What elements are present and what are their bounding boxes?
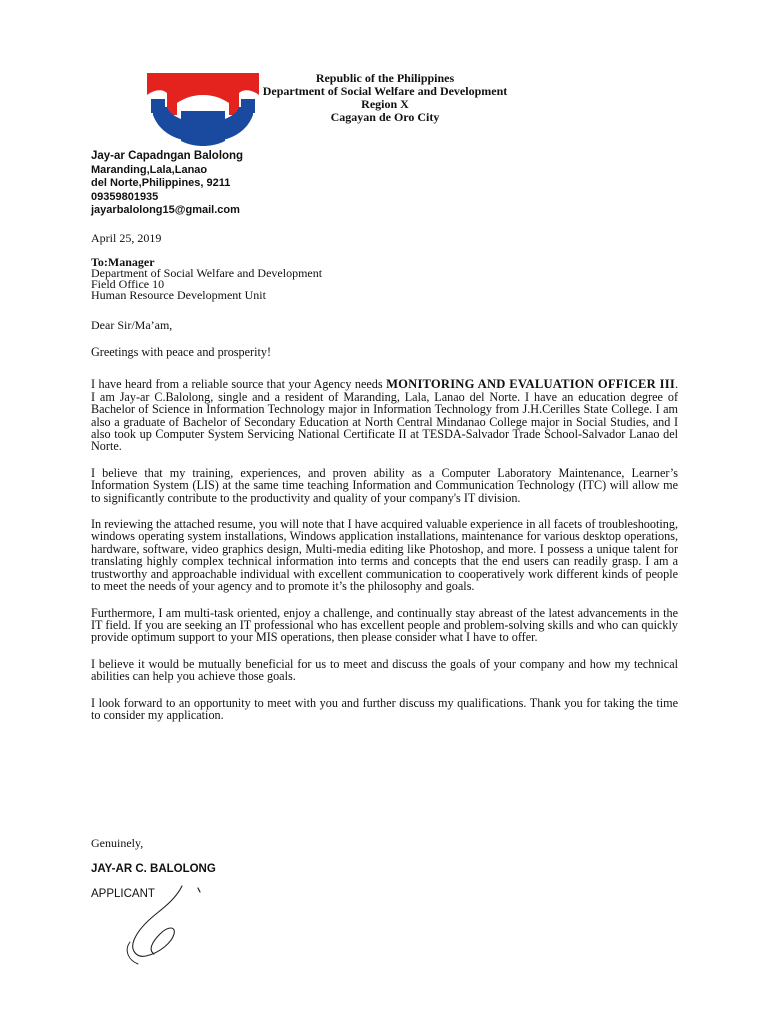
recipient-department: Department of Social Welfare and Development xyxy=(91,266,323,280)
sender-address-line1: Maranding,Lala,Lanao xyxy=(91,163,208,176)
body-paragraph-3: In reviewing the attached resume, you will note that I have acquired valuable experience in all facets of troubleshooting, windows operating system installations, Windows application installations, maintenance for various desktop operations, hardware, software, video graphics design, Multi-media editing like Photoshop, and more. I possess a unique talent for translating highly complex technical information into terms and concepts that the end users can readily grasp. I am a trustworthy and approachable individual with excellent communication to cooperatively work different kinds of people to meet the needs of your agency and to promote it’s the philosophy and goals. xyxy=(91,517,678,594)
body-paragraph-2: I believe that my training, experiences, and proven ability as a Computer Laboratory Maintenance, Learner’s Information System (LIS) at the same time teaching Information and Communication Technology (ITC) will allow me to significantly contribute to the productivity and quality of your company's IT division. xyxy=(91,465,678,505)
body-paragraph-5: I believe it would be mutually beneficial for us to meet and discuss the goals of your company and how my technical abilities can help you achieve those goals. xyxy=(91,656,678,684)
body-paragraph-6: I look forward to an opportunity to meet with you and further discuss my qualifications. Thank you for taking the time to consider my application. xyxy=(91,695,678,722)
recipient-unit: Human Resource Development Unit xyxy=(91,288,266,302)
letterhead xyxy=(230,72,540,124)
body-paragraph-1 xyxy=(91,378,678,452)
sender-phone: 09359801935 xyxy=(91,190,159,203)
greeting-paragraph: Greetings with peace and prosperity! xyxy=(91,345,272,359)
body-paragraph-4: Furthermore, I am multi-task oriented, enjoy a challenge, and continually stay abreast of the latest advancements in the IT field. If you are seeking an IT professional who has excellent people and problem-solving skills and who can quickly provide optimum support to your MIS operations, then please consider what I have to offer. xyxy=(91,605,678,645)
paragraph-1-intro: I have heard from a reliable source that your Agency needs xyxy=(91,377,387,392)
signatory-name: JAY-AR C. BALOLONG xyxy=(91,863,216,875)
letterhead-country: Republic of the Philippines xyxy=(315,71,455,85)
signatory-title: APPLICANT xyxy=(91,888,155,900)
sender-address-line2: del Norte,Philippines, 9211 xyxy=(91,177,231,190)
letter-body xyxy=(91,346,678,735)
recipient-office: Field Office 10 xyxy=(91,277,165,291)
sender-name: Jay-ar Capadngan Balolong xyxy=(91,150,244,162)
sender-block xyxy=(91,150,243,218)
letterhead-city: Cagayan de Oro City xyxy=(330,110,440,124)
letterhead-region: Region X xyxy=(361,97,409,111)
closing: Genuinely, xyxy=(91,836,144,850)
recipient-to: To:Manager xyxy=(91,255,155,269)
salutation: Dear Sir/Ma’am, xyxy=(91,318,173,332)
paragraph-1-rest: . I am Jay-ar C.Balolong, single and a resident of Maranding, Lala, Lanao del Norte. I have an education degree of Bachelor of Science in Information Technology major in Information Technology from J.H.Cerilles State College. I am also a graduate of Bachelor of Secondary Education at North Central Mindanao College major in Social Studies, and I also took up Computer System Servicing National Certificate II at TESDA-Salvador Trade School-Salvador Lanao del Norte. xyxy=(91,377,678,454)
recipient-block xyxy=(91,257,322,301)
letter-date: April 25, 2019 xyxy=(91,231,162,245)
sender-email: jayarbalolong15@gmail.com xyxy=(91,204,240,217)
position-title: MONITORING AND EVALUATION OFFICER III xyxy=(386,377,675,392)
letterhead-department: Department of Social Welfare and Development xyxy=(262,84,508,98)
